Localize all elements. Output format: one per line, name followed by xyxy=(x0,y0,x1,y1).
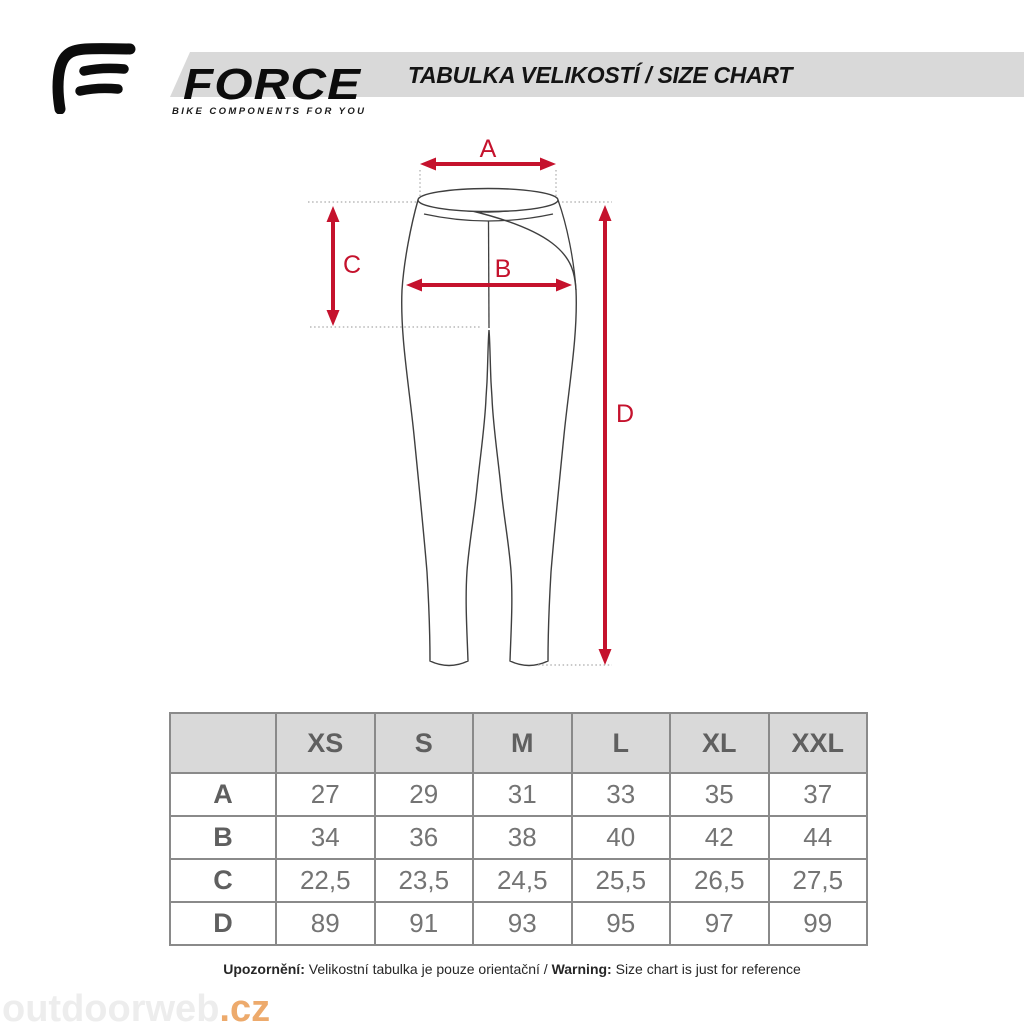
cell-b-s: 36 xyxy=(375,816,474,859)
col-header-xl: XL xyxy=(670,713,769,773)
size-diagram xyxy=(280,130,720,710)
cell-c-xl: 26,5 xyxy=(670,859,769,902)
cell-a-xxl: 37 xyxy=(769,773,868,816)
brand-tagline: BIKE COMPONENTS FOR YOU xyxy=(172,106,367,117)
cell-c-xs: 22,5 xyxy=(276,859,375,902)
cell-c-xxl: 27,5 xyxy=(769,859,868,902)
cell-b-xs: 34 xyxy=(276,816,375,859)
col-header-l: L xyxy=(572,713,671,773)
cell-d-l: 95 xyxy=(572,902,671,945)
cell-c-s: 23,5 xyxy=(375,859,474,902)
note-cs-label: Upozornění: xyxy=(223,961,305,977)
cell-d-xs: 89 xyxy=(276,902,375,945)
note-separator: / xyxy=(543,961,548,977)
cell-d-s: 91 xyxy=(375,902,474,945)
cell-b-l: 40 xyxy=(572,816,671,859)
watermark-site: outdoorweb xyxy=(2,988,220,1024)
row-label-b: B xyxy=(170,816,276,859)
center-seam xyxy=(489,221,490,328)
dim-label-a: A xyxy=(479,135,497,163)
table-row-b xyxy=(170,816,867,859)
cell-a-l: 33 xyxy=(572,773,671,816)
cell-d-xxl: 99 xyxy=(769,902,868,945)
dim-label-c: C xyxy=(343,251,362,279)
col-header-m: M xyxy=(473,713,572,773)
row-label-a: A xyxy=(170,773,276,816)
row-label-d: D xyxy=(170,902,276,945)
page-title: TABULKA VELIKOSTÍ / SIZE CHART xyxy=(407,62,793,88)
footer-note xyxy=(0,961,1024,977)
table-row-c xyxy=(170,859,867,902)
cell-a-m: 31 xyxy=(473,773,572,816)
cell-b-xl: 42 xyxy=(670,816,769,859)
cell-b-m: 38 xyxy=(473,816,572,859)
table-row-a xyxy=(170,773,867,816)
table-row-d xyxy=(170,902,867,945)
cell-a-s: 29 xyxy=(375,773,474,816)
note-en-label: Warning: xyxy=(551,961,612,977)
cell-b-xxl: 44 xyxy=(769,816,868,859)
brand-wordmark: FORCE xyxy=(183,60,362,109)
corner-cell xyxy=(170,713,276,773)
force-logo-icon xyxy=(46,42,140,114)
cell-d-xl: 97 xyxy=(670,902,769,945)
note-en-text: Size chart is just for reference xyxy=(615,961,801,977)
dim-label-d: D xyxy=(616,400,635,428)
size-table-header-row xyxy=(170,713,867,773)
watermark-tld: .cz xyxy=(219,988,271,1024)
cell-a-xl: 35 xyxy=(670,773,769,816)
cell-c-m: 24,5 xyxy=(473,859,572,902)
row-label-c: C xyxy=(170,859,276,902)
cell-a-xs: 27 xyxy=(276,773,375,816)
col-header-xs: XS xyxy=(276,713,375,773)
dim-label-b: B xyxy=(494,255,512,283)
size-table xyxy=(169,712,868,946)
cell-d-m: 93 xyxy=(473,902,572,945)
col-header-s: S xyxy=(375,713,474,773)
cell-c-l: 25,5 xyxy=(572,859,671,902)
watermark xyxy=(2,988,270,1024)
col-header-xxl: XXL xyxy=(769,713,868,773)
waistband xyxy=(418,189,558,212)
note-cs-text: Velikostní tabulka je pouze orientační xyxy=(308,961,540,977)
